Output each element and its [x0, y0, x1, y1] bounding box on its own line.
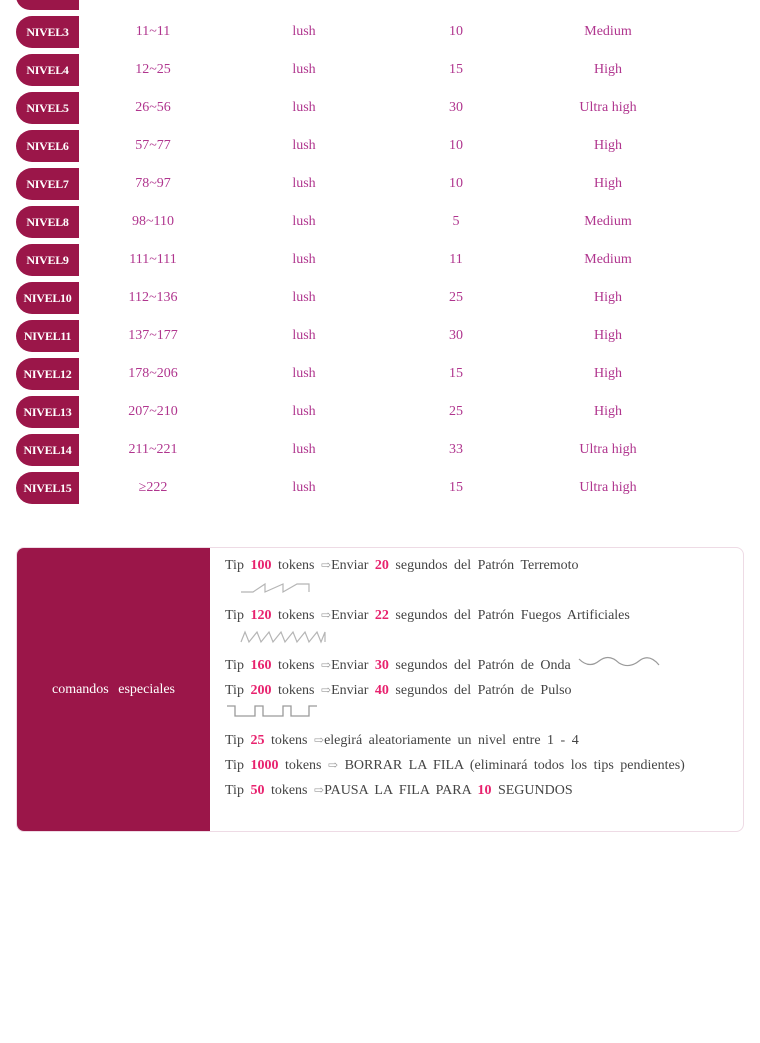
intensity: Ultra high [579, 480, 637, 495]
level-row [16, 358, 744, 390]
pulse-pattern-icon [225, 703, 725, 728]
level-row [16, 168, 744, 200]
tip-range: 78~97 [135, 176, 171, 191]
level-badge: NIVEL15 [16, 472, 79, 504]
duration-seconds: 15 [449, 480, 463, 495]
intensity: High [594, 328, 622, 343]
level-row [16, 434, 744, 466]
pattern-command: Tip 200 tokens ⇨Enviar 40 segundos del Patrón de Pulso [225, 683, 572, 699]
toy-action: lush [292, 328, 316, 343]
level-row [16, 244, 744, 276]
tip-range: ≥222 [138, 480, 168, 495]
intensity: Medium [584, 252, 632, 267]
level-row [16, 320, 744, 352]
level-badge: NIVEL6 [16, 130, 79, 162]
toy-action: lush [292, 214, 316, 229]
level-badge: NIVEL3 [16, 16, 79, 48]
tip-range: 207~210 [128, 404, 178, 419]
duration-seconds: 10 [449, 176, 463, 191]
duration-seconds: 25 [449, 404, 463, 419]
level-badge: NIVEL4 [16, 54, 79, 86]
arrow-icon: ⇨ [321, 608, 332, 622]
arrow-icon: ⇨ [314, 783, 325, 798]
intensity: High [594, 176, 622, 191]
pattern-command: Tip 160 tokens ⇨Enviar 30 segundos del Patrón de Onda [225, 653, 725, 678]
pause-queue-command: Tip 50 tokens ⇨PAUSA LA FILA PARA 10 SEGUNDOS [225, 783, 573, 799]
level-badge: NIVEL5 [16, 92, 79, 124]
arrow-icon: ⇨ [328, 758, 339, 773]
toy-action: lush [292, 442, 316, 457]
duration-seconds: 30 [449, 100, 463, 115]
pattern-command: Tip 120 tokens ⇨Enviar 22 segundos del Patrón Fuegos Artificiales [225, 608, 630, 623]
duration-seconds: 10 [449, 138, 463, 153]
tip-range: 211~221 [128, 442, 178, 457]
intensity: High [594, 62, 622, 77]
pattern-command: Tip 100 tokens ⇨Enviar 20 segundos del Patrón Terremoto [225, 558, 579, 573]
intensity: High [594, 404, 622, 419]
duration-seconds: 25 [449, 290, 463, 305]
duration-seconds: 30 [449, 328, 463, 343]
level-badge: NIVEL10 [16, 282, 79, 314]
duration-seconds: 33 [449, 442, 463, 457]
level-row [16, 16, 744, 48]
arrow-icon: ⇨ [321, 658, 332, 672]
level-row [16, 282, 744, 314]
tip-range: 137~177 [128, 328, 178, 343]
intensity: High [594, 290, 622, 305]
toy-action: lush [292, 252, 316, 267]
level-row [16, 396, 744, 428]
level-badge: NIVEL7 [16, 168, 79, 200]
duration-seconds: 11 [449, 252, 463, 267]
special-commands-panel [16, 547, 744, 832]
tip-range: 112~136 [128, 290, 178, 305]
level-row [16, 130, 744, 162]
toy-action: lush [292, 100, 316, 115]
special-commands-list [225, 553, 725, 803]
level-badge: NIVEL11 [16, 320, 79, 352]
level-row [16, 54, 744, 86]
intensity: Ultra high [579, 442, 637, 457]
toy-action: lush [292, 138, 316, 153]
level-badge: NIVEL9 [16, 244, 79, 276]
intensity: High [594, 138, 622, 153]
wave-pattern-icon [577, 653, 661, 678]
level-row [16, 92, 744, 124]
level-badge: NIVEL12 [16, 358, 79, 390]
level-badge: NIVEL14 [16, 434, 79, 466]
tip-range: 57~77 [135, 138, 171, 153]
tip-range: 11~11 [135, 24, 171, 39]
toy-action: lush [292, 366, 316, 381]
duration-seconds: 10 [449, 24, 463, 39]
intensity: Medium [584, 24, 632, 39]
earthquake-pattern-icon [225, 578, 725, 603]
level-row-partial [16, 0, 79, 10]
arrow-icon: ⇨ [321, 558, 332, 572]
intensity: High [594, 366, 622, 381]
duration-seconds: 5 [452, 214, 460, 229]
special-commands-label: comandos especiales [17, 548, 210, 831]
intensity: Ultra high [579, 100, 637, 115]
fireworks-pattern-icon [225, 628, 725, 653]
level-row [16, 472, 744, 504]
tip-range: 111~111 [129, 252, 177, 267]
tip-range: 12~25 [135, 62, 171, 77]
toy-action: lush [292, 404, 316, 419]
arrow-icon: ⇨ [321, 683, 332, 698]
toy-action: lush [292, 290, 316, 305]
random-level-command: Tip 25 tokens ⇨elegirá aleatoriamente un nivel entre 1 - 4 [225, 733, 579, 749]
toy-action: lush [292, 24, 316, 39]
tip-range: 98~110 [131, 214, 175, 229]
duration-seconds: 15 [449, 62, 463, 77]
clear-queue-command: Tip 1000 tokens ⇨ BORRAR LA FILA (eliminará todos los tips pendientes) [225, 758, 685, 774]
tip-range: 26~56 [135, 100, 171, 115]
toy-action: lush [292, 62, 316, 77]
arrow-icon: ⇨ [314, 733, 325, 748]
level-badge: NIVEL8 [16, 206, 79, 238]
duration-seconds: 15 [449, 366, 463, 381]
toy-action: lush [292, 176, 316, 191]
toy-action: lush [292, 480, 316, 495]
tip-range: 178~206 [128, 366, 178, 381]
level-row [16, 206, 744, 238]
intensity: Medium [584, 214, 632, 229]
level-badge: NIVEL13 [16, 396, 79, 428]
